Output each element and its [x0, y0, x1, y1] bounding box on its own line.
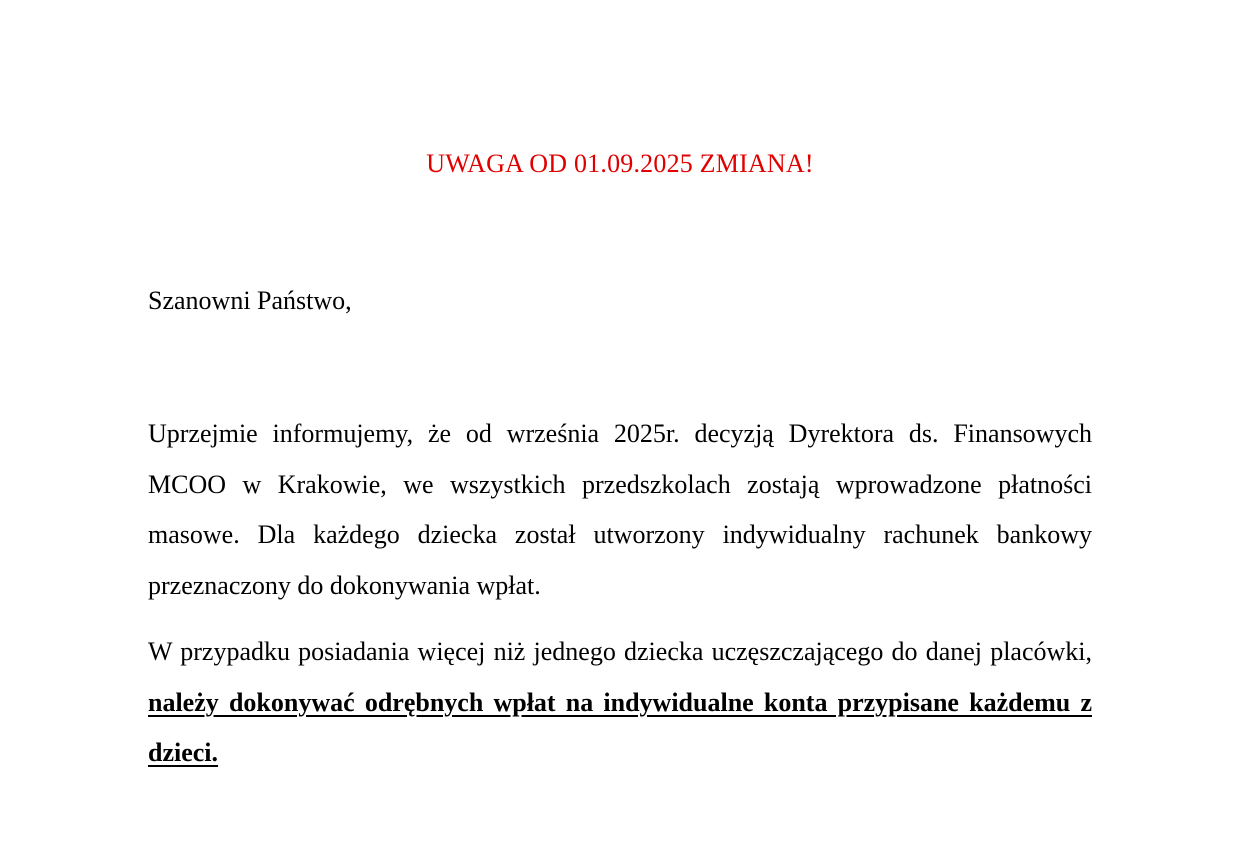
notice-title: UWAGA OD 01.09.2025 ZMIANA! — [426, 149, 814, 178]
paragraph-multiple-children — [148, 627, 1092, 779]
paragraph-multiple-children-intro: W przypadku posiadania więcej niż jednego dziecka uczęszczającego do danej placówki, — [148, 637, 1092, 666]
paragraph-multiple-children-emphasis: należy dokonywać odrębnych wpłat na indywidualne konta przypisane każdemu z dzieci. — [148, 687, 1092, 767]
letter-greeting: Szanowni Państwo, — [148, 286, 352, 315]
paragraph-payment-change: Uprzejmie informujemy, że od września 2025r. decyzją Dyrektora ds. Finansowych MCOO w Krakowie, we wszystkich przedszkolach zostają wprowadzone płatności masowe. Dla każdego dziecka został utworzony indywidualny rachunek bankowy przeznaczony do dokonywania wpłat. — [148, 419, 1092, 600]
